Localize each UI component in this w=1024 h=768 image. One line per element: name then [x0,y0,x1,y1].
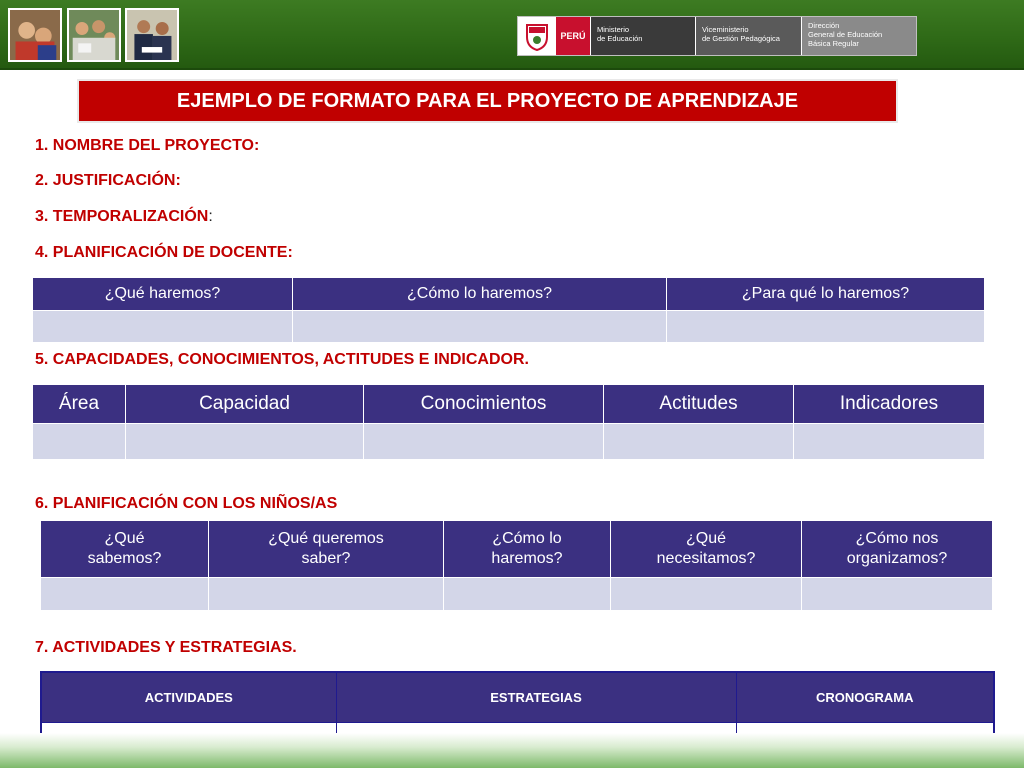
footer-band [0,733,1024,768]
children-photo-1 [8,8,62,62]
peru-shield-icon [518,17,556,55]
children-photo-2 [67,8,121,62]
table-capacidades [32,384,985,460]
cell-capacidad[interactable] [126,424,364,460]
header-como-nos-organizamos: ¿Cómo nos organizamos? [802,521,993,578]
header-como-lo-haremos: ¿Cómo lo haremos? [293,278,667,311]
cell-como-lo-haremos[interactable] [444,578,611,611]
table-row [33,424,985,460]
children-photo-3 [125,8,179,62]
header-que-sabemos: ¿Qué sabemos? [41,521,209,578]
header-para-que-lo-haremos: ¿Para qué lo haremos? [667,278,985,311]
table-planificacion-ninos [40,520,993,611]
cell-que-haremos[interactable] [33,311,293,343]
ministry-label: Ministerio de Educación [590,17,695,55]
header-capacidad: Capacidad [126,385,364,424]
header-indicadores: Indicadores [794,385,985,424]
cell-como-lo-haremos[interactable] [293,311,667,343]
header-area: Área [33,385,126,424]
section-temporalizacion: 3. TEMPORALIZACIÓN: [35,208,213,225]
section-capacidades: 5. CAPACIDADES, CONOCIMIENTOS, ACTITUDES E INDICADOR. [35,351,529,368]
header-estrategias: ESTRATEGIAS [336,672,736,722]
cell-que-queremos-saber[interactable] [209,578,444,611]
cell-area[interactable] [33,424,126,460]
table-row [41,578,993,611]
table-row [33,311,985,343]
table-planificacion-docente [32,277,985,343]
cell-como-nos-organizamos[interactable] [802,578,993,611]
header-que-necesitamos: ¿Qué necesitamos? [611,521,802,578]
header-conocimientos: Conocimientos [364,385,604,424]
section-nombre-proyecto: 1. NOMBRE DEL PROYECTO: [35,137,260,154]
header-que-haremos: ¿Qué haremos? [33,278,293,311]
cell-para-que-lo-haremos[interactable] [667,311,985,343]
peru-label: PERÚ [556,17,590,55]
header-band [0,0,1024,70]
header-actitudes: Actitudes [604,385,794,424]
header-que-queremos-saber: ¿Qué queremos saber? [209,521,444,578]
cell-indicadores[interactable] [794,424,985,460]
direction-label: Dirección General de Educación Básica Regular [801,17,916,55]
header-como-lo-haremos: ¿Cómo lo haremos? [444,521,611,578]
page-title: EJEMPLO DE FORMATO PARA EL PROYECTO DE APRENDIZAJE [79,81,896,121]
section-actividades: 7. ACTIVIDADES Y ESTRATEGIAS. [35,639,297,656]
cell-que-necesitamos[interactable] [611,578,802,611]
header-actividades: ACTIVIDADES [41,672,336,722]
ministry-logo [517,16,917,56]
cell-que-sabemos[interactable] [41,578,209,611]
cell-actitudes[interactable] [604,424,794,460]
section-planificacion-ninos: 6. PLANIFICACIÓN CON LOS NIÑOS/AS [35,495,338,512]
section-planificacion-docente: 4. PLANIFICACIÓN DE DOCENTE: [35,244,293,261]
header-cronograma: CRONOGRAMA [736,672,994,722]
cell-conocimientos[interactable] [364,424,604,460]
viceministry-label: Viceministerio de Gestión Pedagógica [695,17,801,55]
section-justificacion: 2. JUSTIFICACIÓN: [35,172,181,189]
